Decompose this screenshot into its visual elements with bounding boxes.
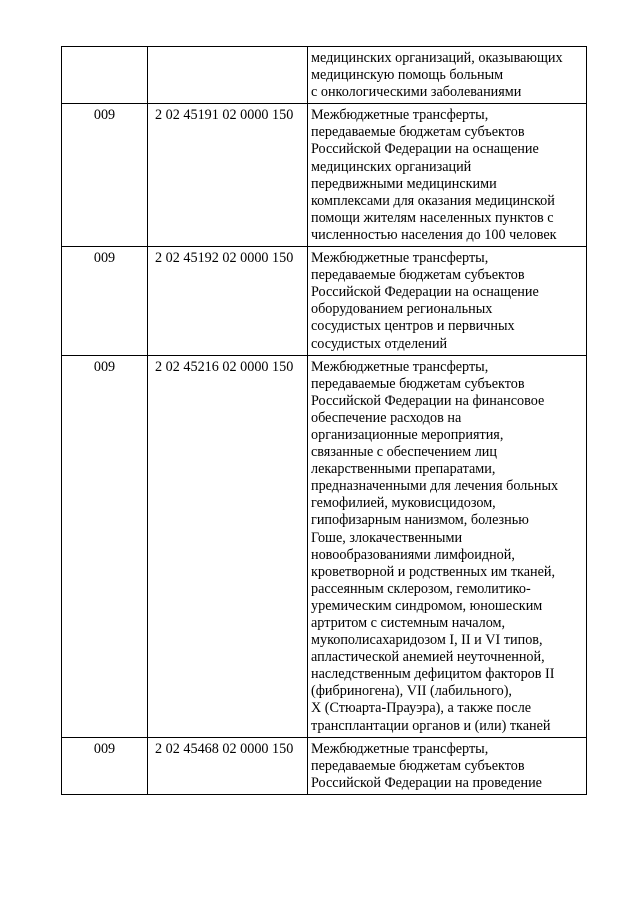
description-line: уремическим синдромом, юношеским	[311, 597, 543, 614]
budget-code-cell	[148, 47, 308, 104]
description-line: наследственным дефицитом факторов II	[311, 666, 555, 683]
budget-code-cell: 2 02 45192 02 0000 150	[148, 247, 308, 356]
description-cell	[308, 355, 587, 737]
description-cell	[308, 47, 587, 104]
description-line: Межбюджетные трансферты,	[311, 358, 489, 375]
description-line: численностью населения до 100 человек	[311, 226, 557, 243]
description-cell	[308, 104, 587, 247]
admin-code-cell	[62, 47, 148, 104]
description-line: новообразованиями лимфоидной,	[311, 546, 515, 563]
description-line: Российской Федерации на финансовое	[311, 392, 545, 409]
description-line: лекарственными препаратами,	[311, 461, 496, 478]
description-line: комплексами для оказания медицинской	[311, 192, 555, 209]
description-line: помощи жителям населенных пунктов с	[311, 209, 554, 226]
budget-code-cell: 2 02 45191 02 0000 150	[148, 104, 308, 247]
table-row	[62, 104, 587, 247]
description-line: гипофизарным нанизмом, болезнью	[311, 512, 529, 529]
admin-code-cell: 009	[62, 737, 148, 794]
description-line: артритом с системным началом,	[311, 615, 506, 631]
description-line: предназначенными для лечения больных	[311, 478, 559, 495]
description-line: медицинскую помощь больным	[311, 67, 504, 84]
description-line: передаваемые бюджетам субъектов	[311, 124, 525, 141]
admin-code-cell: 009	[62, 104, 148, 247]
admin-code-cell: 009	[62, 355, 148, 737]
budget-table	[61, 46, 587, 795]
description-line: (фибриногена), VII (лабильного),	[311, 683, 512, 700]
table-row	[62, 737, 587, 794]
description-line: передаваемые бюджетам субъектов	[311, 757, 525, 774]
description-line: связанные с обеспечением лиц	[311, 444, 497, 461]
description-line: Российской Федерации на проведение	[311, 774, 542, 791]
description-line: передаваемые бюджетам субъектов	[311, 375, 525, 392]
description-line: сосудистых отделений	[311, 335, 448, 352]
description-line: сосудистых центров и первичных	[311, 318, 515, 335]
description-line: с онкологическими заболеваниями	[311, 84, 522, 101]
description-line: гемофилией, муковисцидозом,	[311, 495, 496, 512]
description-line: кроветворной и родственных им тканей,	[311, 563, 556, 580]
description-line: апластической анемией неуточненной,	[311, 649, 545, 666]
description-line: Российской Федерации на оснащение	[311, 141, 539, 158]
budget-code-cell: 2 02 45468 02 0000 150	[148, 737, 308, 794]
description-line: передаваемые бюджетам субъектов	[311, 267, 525, 284]
description-line: Межбюджетные трансферты,	[311, 107, 489, 124]
description-cell	[308, 737, 587, 794]
description-line: Межбюджетные трансферты,	[311, 250, 489, 267]
description-line: Российской Федерации на оснащение	[311, 284, 539, 301]
description-line: медицинских организаций, оказывающих	[311, 50, 563, 66]
table-row	[62, 355, 587, 737]
description-line: Межбюджетные трансферты,	[311, 740, 489, 757]
description-line: X (Стюарта-Прауэра), а также после	[311, 700, 532, 717]
budget-table-body	[62, 47, 587, 795]
description-line: мукополисахаридозом I, II и VI типов,	[311, 632, 543, 649]
description-line: передвижными медицинскими	[311, 175, 497, 192]
description-line: медицинских организаций	[311, 158, 472, 175]
description-line: Гоше, злокачественными	[311, 529, 463, 546]
admin-code-cell: 009	[62, 247, 148, 356]
budget-code-cell: 2 02 45216 02 0000 150	[148, 355, 308, 737]
description-cell	[308, 247, 587, 356]
description-line: рассеянным склерозом, гемолитико-	[311, 580, 531, 597]
table-row	[62, 47, 587, 104]
description-line: трансплантации органов и (или) тканей	[311, 717, 551, 734]
description-line: обеспечение расходов на	[311, 409, 462, 426]
description-line: организационные мероприятия,	[311, 426, 504, 443]
table-row	[62, 247, 587, 356]
description-line: оборудованием региональных	[311, 301, 493, 318]
